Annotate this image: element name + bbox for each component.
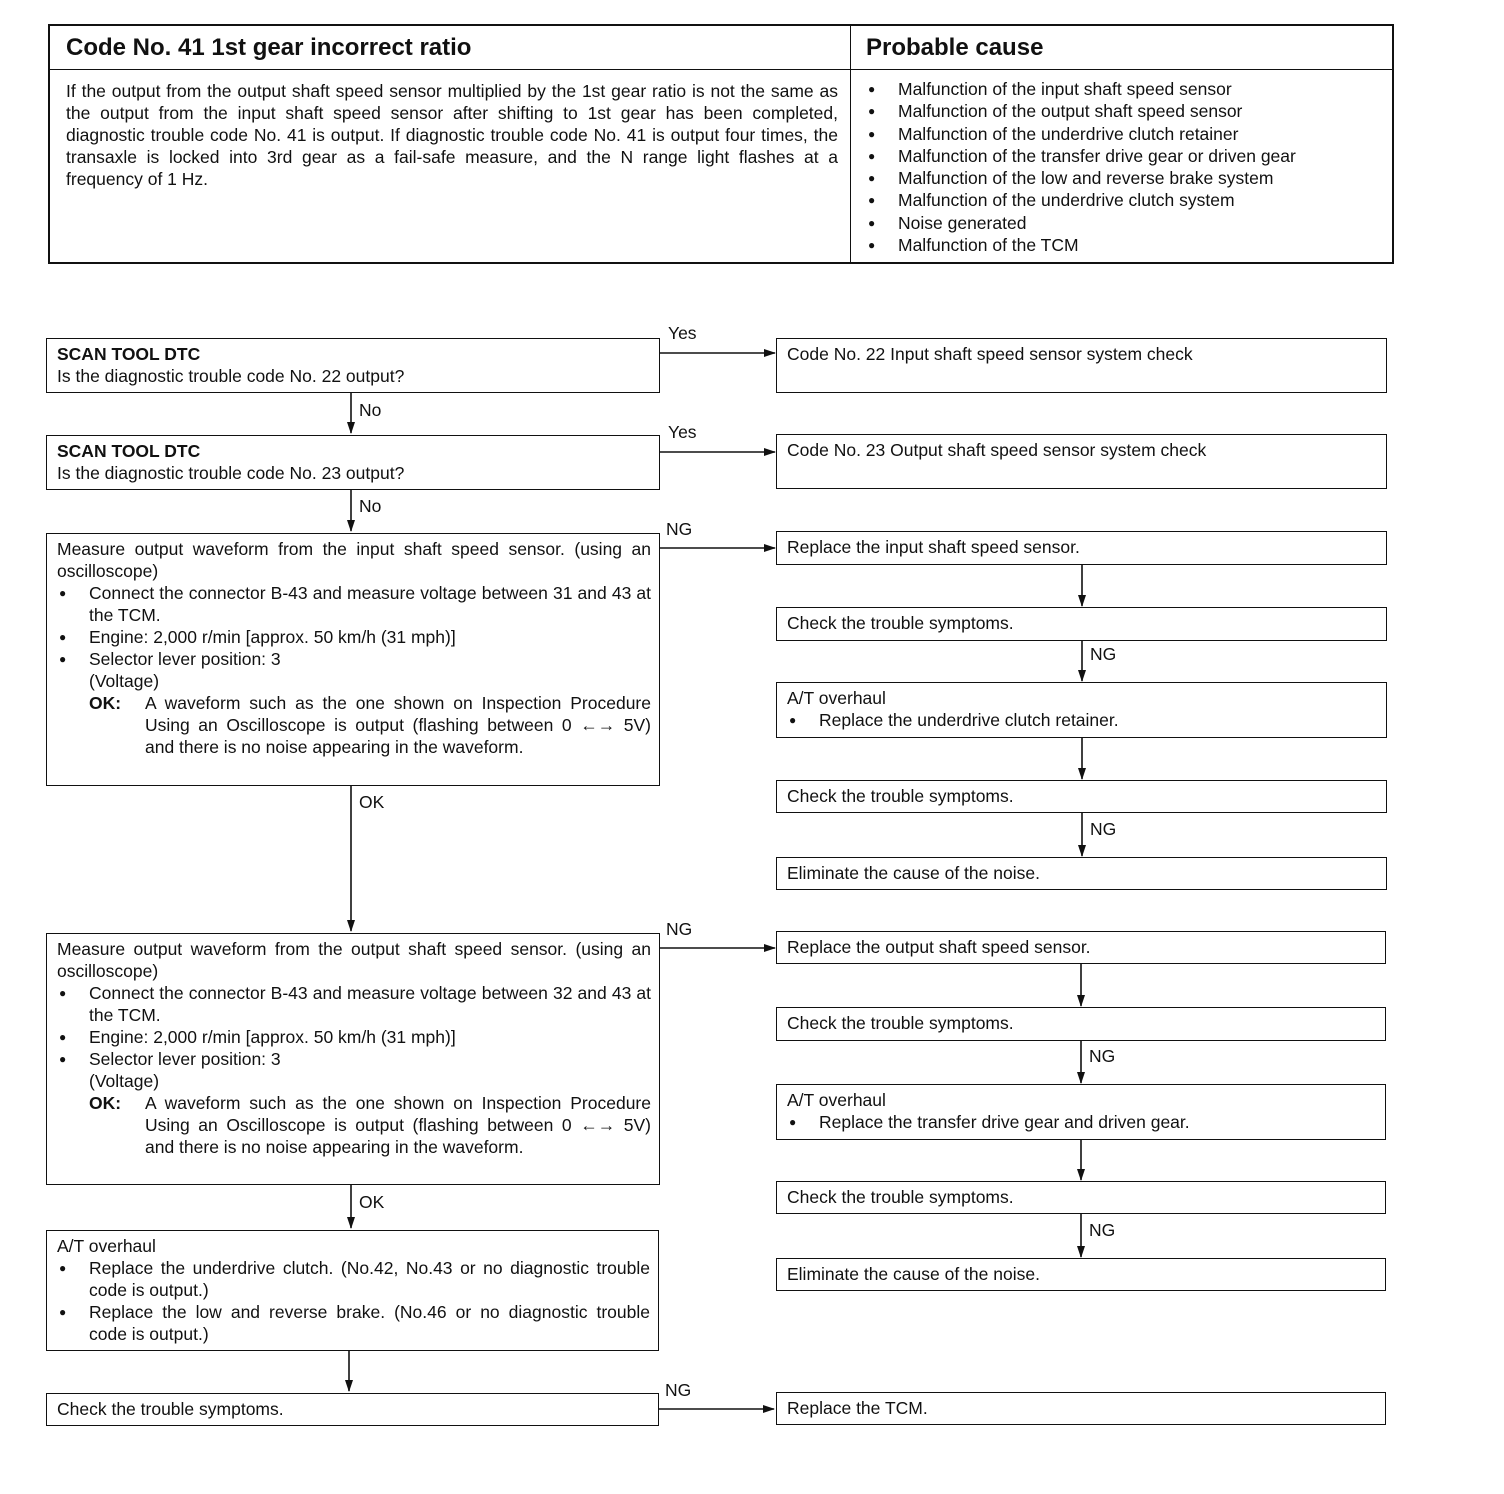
replace-input-sensor-box: [776, 531, 1387, 565]
measure-text: Measure output waveform from the input shaft speed sensor. (using an oscilloscope): [57, 539, 651, 581]
label-ng-r1a: NG: [1090, 644, 1117, 664]
condition-item: ● Connect the connector B-43 and measure voltage between 31 and 43 at the TCM.: [57, 582, 651, 626]
step-item: ● Replace the underdrive clutch retainer.: [787, 709, 1378, 731]
condition-item: ● Engine: 2,000 r/min [approx. 50 km/h (31 mph)]: [57, 626, 651, 648]
label-yes-2: Yes: [668, 422, 697, 442]
measure-conditions: [57, 982, 651, 1070]
at-overhaul-title: A/T overhaul: [57, 1236, 156, 1256]
cause-item: ● Noise generated: [866, 212, 1296, 234]
ok-label: OK:: [89, 1093, 122, 1113]
step-list: [787, 709, 1378, 731]
overhaul-step: ● Replace the underdrive clutch. (No.42, No.43 or no diagnostic trouble code is output.): [57, 1257, 650, 1301]
ok-text: A waveform such as the one shown on Inspection Procedure Using an Oscilloscope is output (flashing between 0 ←→ 5V) and there is no noise appearing in the waveform.: [145, 1093, 651, 1157]
cause-item: ● Malfunction of the underdrive clutch retainer: [866, 123, 1296, 145]
scan-tool-dtc-22-box: [46, 338, 660, 393]
step-text: Replace the TCM.: [787, 1398, 928, 1418]
code-23-check-box: [776, 434, 1387, 489]
eliminate-noise-box: [776, 857, 1387, 890]
final-check-box: [46, 1393, 659, 1426]
input-sensor-waveform-box: [46, 533, 660, 786]
ok-text: A waveform such as the one shown on Inspection Procedure Using an Oscilloscope is output (flashing between 0 ←→ 5V) and there is no noise appearing in the waveform.: [145, 693, 651, 757]
at-overhaul-box: [46, 1230, 659, 1351]
measure-conditions: [57, 582, 651, 670]
condition-item: ● Connect the connector B-43 and measure voltage between 32 and 43 at the TCM.: [57, 982, 651, 1026]
step-text: Check the trouble symptoms.: [787, 1013, 1014, 1033]
label-ng-2: NG: [666, 919, 693, 939]
final-check-text: Check the trouble symptoms.: [57, 1399, 284, 1419]
eliminate-noise-box: [776, 1258, 1386, 1291]
label-ng-3: NG: [665, 1380, 692, 1400]
ok-label: OK:: [89, 693, 122, 713]
check-symptoms-box: [776, 1181, 1386, 1214]
overhaul-step: ● Replace the low and reverse brake. (No.46 or no diagnostic trouble code is output.): [57, 1301, 650, 1345]
step-list: [787, 1111, 1377, 1133]
code-22-check-text: Code No. 22 Input shaft speed sensor system check: [787, 344, 1193, 364]
check-symptoms-box: [776, 607, 1387, 641]
code-title: Code No. 41 1st gear incorrect ratio: [50, 26, 850, 70]
step-text: Check the trouble symptoms.: [787, 613, 1014, 633]
step-text: Eliminate the cause of the noise.: [787, 1264, 1040, 1284]
code-description: If the output from the output shaft speed sensor multiplied by the 1st gear ratio is not the same as the output from the input shaft speed sensor after shifting to 1st gear has been completed, diagnostic trouble code No. 41 is output. If diagnostic trouble code No. 41 is output four times, the transaxle is locked into 3rd gear as a fail-safe measure, and the N range light flashes at a frequency of 1 Hz.: [66, 81, 838, 189]
ok-criteria: [57, 1092, 651, 1158]
cause-item: ● Malfunction of the input shaft speed sensor: [866, 78, 1296, 100]
condition-item: ● Selector lever position: 3: [57, 648, 651, 670]
step-title: A/T overhaul: [787, 688, 886, 708]
label-ok-2: OK: [359, 1192, 385, 1212]
at-overhaul-retainer-box: [776, 682, 1387, 738]
voltage-label: (Voltage): [89, 1071, 160, 1091]
cause-item: ● Malfunction of the TCM: [866, 234, 1296, 256]
code-23-check-text: Code No. 23 Output shaft speed sensor system check: [787, 440, 1207, 460]
label-no-1: No: [359, 400, 382, 420]
code-22-check-box: [776, 338, 1387, 393]
check-symptoms-box: [776, 780, 1387, 813]
cause-item: ● Malfunction of the underdrive clutch system: [866, 189, 1296, 211]
step-title: A/T overhaul: [787, 1090, 886, 1110]
replace-output-sensor-box: [776, 931, 1386, 964]
label-yes-1: Yes: [668, 323, 697, 343]
scan-tool-dtc-23-box: [46, 435, 660, 490]
step-text: Replace the input shaft speed sensor.: [787, 537, 1080, 557]
label-ng-r1b: NG: [1090, 819, 1117, 839]
ok-criteria: [57, 692, 651, 758]
step-text: Check the trouble symptoms.: [787, 786, 1014, 806]
label-ok-1: OK: [359, 792, 385, 812]
question-text: Is the diagnostic trouble code No. 22 output?: [57, 366, 405, 386]
probable-cause-title: Probable cause: [850, 26, 1392, 70]
cause-item: ● Malfunction of the low and reverse brake system: [866, 167, 1296, 189]
voltage-label: (Voltage): [89, 671, 160, 691]
step-text: Replace the output shaft speed sensor.: [787, 937, 1091, 957]
scan-tool-title: SCAN TOOL DTC: [57, 344, 201, 364]
replace-tcm-box: [776, 1392, 1386, 1425]
at-overhaul-transfer-box: [776, 1084, 1386, 1140]
question-text: Is the diagnostic trouble code No. 23 output?: [57, 463, 405, 483]
check-symptoms-box: [776, 1007, 1386, 1041]
step-text: Check the trouble symptoms.: [787, 1187, 1014, 1207]
cause-item: ● Malfunction of the output shaft speed sensor: [866, 100, 1296, 122]
label-ng-1: NG: [666, 519, 693, 539]
condition-item: ● Selector lever position: 3: [57, 1048, 651, 1070]
label-ng-r2a: NG: [1089, 1046, 1116, 1066]
at-overhaul-steps: [57, 1257, 650, 1345]
cause-item: ● Malfunction of the transfer drive gear or driven gear: [866, 145, 1296, 167]
measure-text: Measure output waveform from the output shaft speed sensor. (using an oscilloscope): [57, 939, 651, 981]
step-item: ● Replace the transfer drive gear and driven gear.: [787, 1111, 1377, 1133]
output-sensor-waveform-box: [46, 933, 660, 1185]
condition-item: ● Engine: 2,000 r/min [approx. 50 km/h (31 mph)]: [57, 1026, 651, 1048]
label-no-2: No: [359, 496, 382, 516]
label-ng-r2b: NG: [1089, 1220, 1116, 1240]
scan-tool-title: SCAN TOOL DTC: [57, 441, 201, 461]
step-text: Eliminate the cause of the noise.: [787, 863, 1040, 883]
